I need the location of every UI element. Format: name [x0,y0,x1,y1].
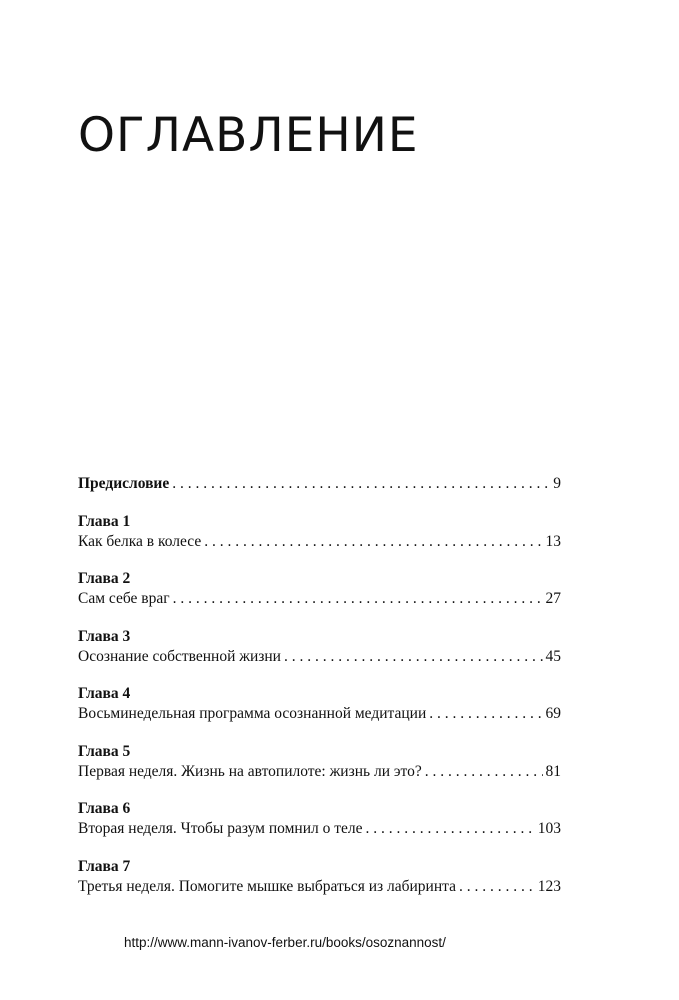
toc-line [78,589,561,609]
toc-line [78,704,561,724]
toc-entry-chapter-2[interactable] [78,569,561,609]
toc-leader-dots [425,762,543,782]
toc-chapter-title: Как белка в колесе [78,532,202,550]
toc-entry-chapter-3[interactable] [78,627,561,667]
toc-entry-chapter-6[interactable] [78,799,561,839]
toc-leader-dots [173,589,543,609]
toc-chapter-label: Глава 1 [78,512,131,530]
toc-chapter-title: Вторая неделя. Чтобы разум помнил о теле [78,820,363,837]
toc-page-number: 45 [545,647,561,665]
toc-entry-chapter-4[interactable] [78,684,561,724]
toc-line [78,819,561,839]
page-title: ОГЛАВЛЕНИЕ [78,108,419,163]
toc-preface-label: Предисловие [78,475,170,492]
toc-chapter-label: Глава 4 [78,685,131,702]
toc-leader-dots [204,532,542,552]
toc-chapter-label: Глава 3 [78,627,131,645]
toc-chapter-title: Первая неделя. Жизнь на автопилоте: жизнь ли это? [78,762,422,780]
toc-entry-chapter-7[interactable] [78,857,561,897]
toc-page-number: 69 [545,705,561,722]
toc-chapter-label: Глава 5 [78,742,131,760]
toc-leader-dots [284,647,543,667]
table-of-contents [78,474,561,914]
toc-line [78,762,561,782]
toc-page-number: 103 [537,820,561,837]
toc-entry-chapter-5[interactable] [78,742,561,782]
toc-entry-chapter-1[interactable] [78,512,561,552]
toc-page-number: 27 [545,590,561,607]
toc-chapter-label: Глава 7 [78,857,131,875]
toc-leader-dots [172,474,550,494]
toc-page-number: 123 [537,877,561,895]
footer-url-link[interactable]: http://www.mann-ivanov-ferber.ru/books/osoznannost/ [124,935,446,950]
toc-chapter-title: Восьминедельная программа осознанной медитации [78,705,427,722]
toc-line [78,647,561,667]
toc-chapter-title: Осознание собственной жизни [78,647,281,665]
toc-page-number: 81 [545,762,561,780]
toc-chapter-title: Третья неделя. Помогите мышке выбраться из лабиринта [78,877,456,895]
toc-page-number: 13 [545,532,561,550]
toc-leader-dots [366,819,535,839]
toc-leader-dots [459,877,535,897]
toc-entry-preface[interactable] [78,474,561,494]
toc-line [78,532,561,552]
toc-chapter-label: Глава 2 [78,570,131,587]
toc-chapter-label: Глава 6 [78,800,131,817]
toc-leader-dots [429,704,542,724]
toc-line [78,474,561,494]
toc-chapter-title: Сам себе враг [78,590,170,607]
toc-line [78,877,561,897]
toc-page-number: 9 [553,475,561,492]
